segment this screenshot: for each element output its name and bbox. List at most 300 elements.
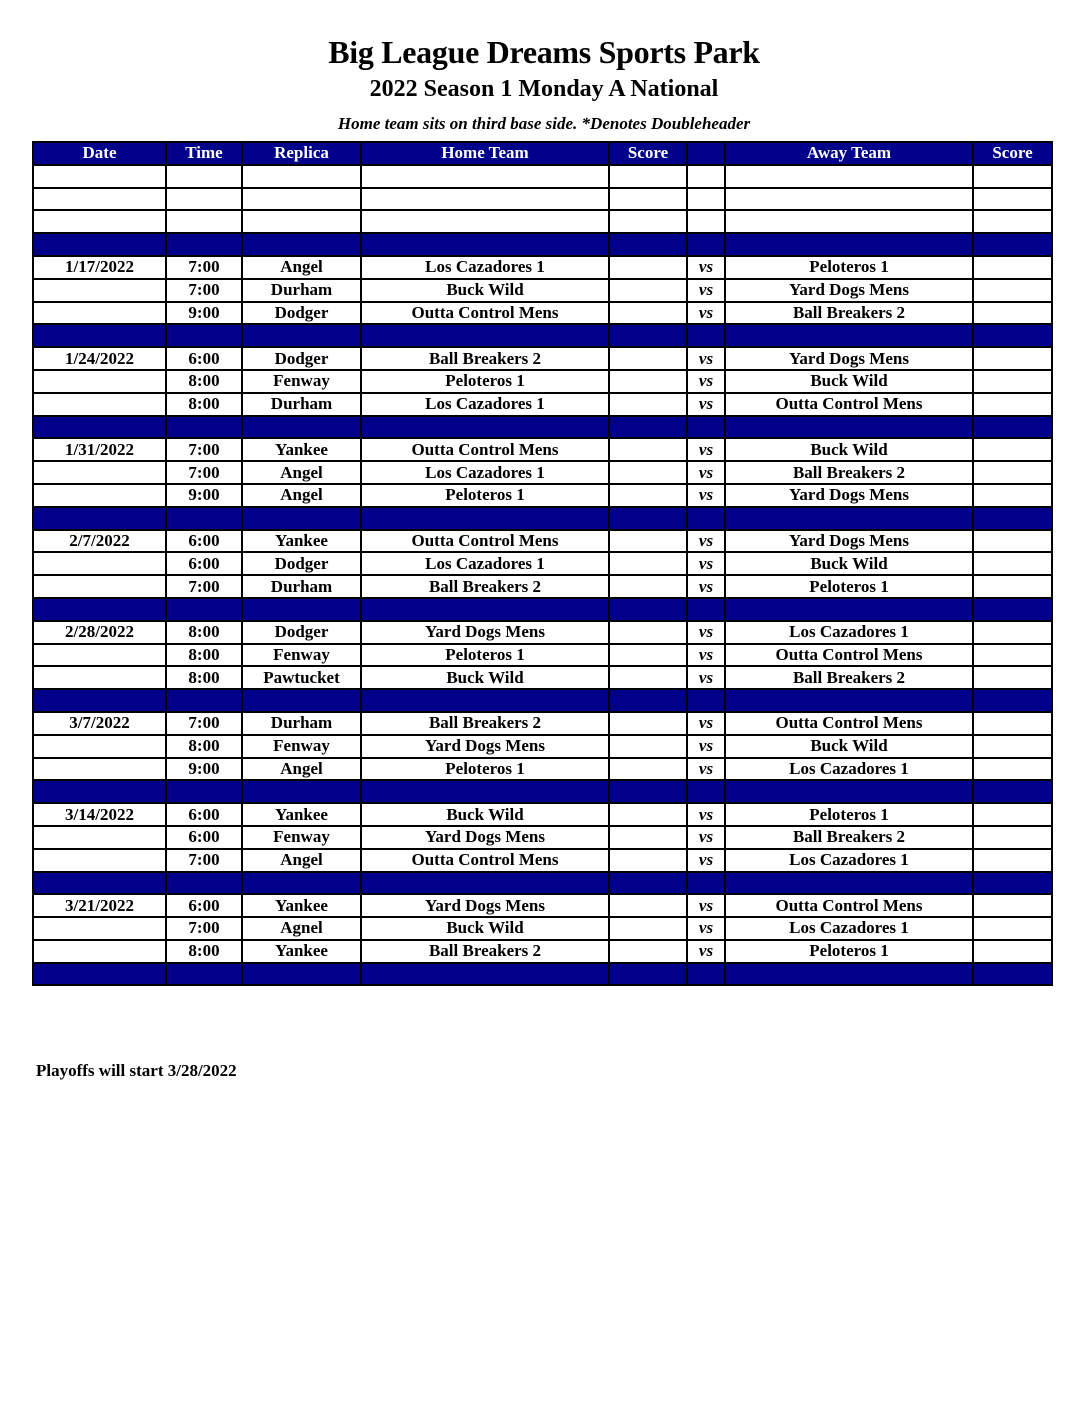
separator-cell (242, 507, 361, 530)
away-team-cell: Buck Wild (725, 370, 973, 393)
time-cell: 7:00 (166, 575, 242, 598)
time-cell: 8:00 (166, 370, 242, 393)
away-score-cell (973, 552, 1052, 575)
separator-cell (166, 324, 242, 347)
vs-cell: vs (687, 894, 725, 917)
separator-cell (973, 598, 1052, 621)
game-row (33, 165, 1052, 188)
time-cell: 6:00 (166, 894, 242, 917)
time-cell: 7:00 (166, 438, 242, 461)
vs-cell: vs (687, 393, 725, 416)
vs-cell: vs (687, 803, 725, 826)
time-cell: 7:00 (166, 849, 242, 872)
replica-cell: Fenway (242, 644, 361, 667)
home-score-cell (609, 279, 687, 302)
away-score-cell (973, 826, 1052, 849)
separator-cell (166, 689, 242, 712)
separator-cell (609, 324, 687, 347)
vs-cell: vs (687, 347, 725, 370)
time-cell: 7:00 (166, 461, 242, 484)
time-cell: 7:00 (166, 712, 242, 735)
home-score-cell (609, 621, 687, 644)
separator-cell (725, 233, 973, 256)
away-score-cell (973, 735, 1052, 758)
separator-cell (361, 324, 609, 347)
separator-cell (166, 507, 242, 530)
separator-cell (361, 689, 609, 712)
away-team-cell: Los Cazadores 1 (725, 621, 973, 644)
home-score-cell (609, 644, 687, 667)
date-cell (33, 210, 166, 233)
away-team-cell (725, 188, 973, 211)
separator-cell (33, 416, 166, 439)
week-separator-row (33, 507, 1052, 530)
away-score-cell (973, 666, 1052, 689)
separator-cell (973, 233, 1052, 256)
separator-cell (242, 780, 361, 803)
vs-cell: vs (687, 575, 725, 598)
separator-cell (33, 324, 166, 347)
replica-cell: Durham (242, 575, 361, 598)
home-team-cell: Los Cazadores 1 (361, 461, 609, 484)
away-team-cell: Los Cazadores 1 (725, 917, 973, 940)
date-cell: 1/31/2022 (33, 438, 166, 461)
game-row (33, 849, 1052, 872)
home-score-cell (609, 917, 687, 940)
away-score-cell (973, 894, 1052, 917)
home-team-cell: Ball Breakers 2 (361, 575, 609, 598)
vs-cell: vs (687, 644, 725, 667)
week-separator-row (33, 416, 1052, 439)
week-separator-row (33, 233, 1052, 256)
time-cell: 7:00 (166, 917, 242, 940)
date-cell (33, 826, 166, 849)
away-team-cell: Ball Breakers 2 (725, 461, 973, 484)
week-separator-row (33, 780, 1052, 803)
separator-cell (361, 416, 609, 439)
time-cell (166, 165, 242, 188)
separator-cell (33, 963, 166, 986)
replica-cell: Durham (242, 279, 361, 302)
separator-cell (166, 780, 242, 803)
away-team-cell: Outta Control Mens (725, 644, 973, 667)
date-cell (33, 917, 166, 940)
replica-cell: Fenway (242, 370, 361, 393)
vs-cell: vs (687, 461, 725, 484)
separator-cell (242, 233, 361, 256)
game-row (33, 438, 1052, 461)
date-cell: 2/7/2022 (33, 530, 166, 553)
separator-cell (361, 233, 609, 256)
home-score-cell (609, 347, 687, 370)
date-cell: 2/28/2022 (33, 621, 166, 644)
week-separator-row (33, 689, 1052, 712)
time-cell: 7:00 (166, 279, 242, 302)
separator-cell (687, 324, 725, 347)
home-score-cell (609, 461, 687, 484)
vs-cell: vs (687, 438, 725, 461)
home-score-cell (609, 575, 687, 598)
replica-cell: Agnel (242, 917, 361, 940)
vs-cell: vs (687, 370, 725, 393)
home-score-cell (609, 370, 687, 393)
home-score-cell (609, 438, 687, 461)
vs-cell: vs (687, 552, 725, 575)
separator-cell (687, 780, 725, 803)
separator-cell (725, 507, 973, 530)
separator-cell (609, 507, 687, 530)
separator-cell (687, 689, 725, 712)
vs-cell: vs (687, 279, 725, 302)
home-team-cell: Yard Dogs Mens (361, 621, 609, 644)
date-cell: 1/17/2022 (33, 256, 166, 279)
week-separator-row (33, 963, 1052, 986)
col-away-score-header: Score (973, 142, 1052, 165)
date-cell (33, 758, 166, 781)
vs-cell (687, 165, 725, 188)
home-team-cell: Buck Wild (361, 917, 609, 940)
vs-cell: vs (687, 484, 725, 507)
replica-cell: Dodger (242, 552, 361, 575)
game-row (33, 484, 1052, 507)
separator-cell (609, 689, 687, 712)
week-separator-row (33, 598, 1052, 621)
time-cell (166, 188, 242, 211)
away-score-cell (973, 940, 1052, 963)
away-team-cell: Los Cazadores 1 (725, 758, 973, 781)
schedule-table (32, 141, 1053, 986)
replica-cell: Dodger (242, 302, 361, 325)
time-cell: 8:00 (166, 735, 242, 758)
page-note: Home team sits on third base side. *Denotes Doubleheader (337, 114, 751, 133)
home-team-cell: Peloteros 1 (361, 484, 609, 507)
date-cell (33, 188, 166, 211)
separator-cell (166, 233, 242, 256)
away-team-cell: Yard Dogs Mens (725, 484, 973, 507)
separator-cell (242, 598, 361, 621)
home-score-cell (609, 302, 687, 325)
separator-cell (166, 598, 242, 621)
game-row (33, 803, 1052, 826)
separator-cell (33, 233, 166, 256)
home-team-cell: Buck Wild (361, 279, 609, 302)
date-cell (33, 575, 166, 598)
separator-cell (33, 872, 166, 895)
away-team-cell: Peloteros 1 (725, 575, 973, 598)
date-cell: 1/24/2022 (33, 347, 166, 370)
col-time-header: Time (166, 142, 242, 165)
game-row (33, 894, 1052, 917)
home-team-cell: Ball Breakers 2 (361, 712, 609, 735)
separator-cell (361, 598, 609, 621)
away-score-cell (973, 484, 1052, 507)
home-team-cell: Yard Dogs Mens (361, 826, 609, 849)
replica-cell: Angel (242, 484, 361, 507)
week-separator-row (33, 324, 1052, 347)
home-team-cell: Yard Dogs Mens (361, 894, 609, 917)
home-team-cell: Outta Control Mens (361, 530, 609, 553)
home-team-cell: Los Cazadores 1 (361, 552, 609, 575)
home-team-cell: Outta Control Mens (361, 438, 609, 461)
separator-cell (973, 507, 1052, 530)
game-row (33, 575, 1052, 598)
vs-cell: vs (687, 826, 725, 849)
home-score-cell (609, 826, 687, 849)
game-row (33, 712, 1052, 735)
vs-cell (687, 210, 725, 233)
replica-cell: Pawtucket (242, 666, 361, 689)
replica-cell: Yankee (242, 803, 361, 826)
vs-cell: vs (687, 256, 725, 279)
separator-cell (242, 416, 361, 439)
vs-cell (687, 188, 725, 211)
game-row (33, 188, 1052, 211)
game-row (33, 758, 1052, 781)
game-row (33, 210, 1052, 233)
away-score-cell (973, 530, 1052, 553)
separator-cell (687, 416, 725, 439)
separator-cell (725, 416, 973, 439)
home-score-cell (609, 803, 687, 826)
time-cell: 7:00 (166, 256, 242, 279)
away-team-cell: Yard Dogs Mens (725, 279, 973, 302)
separator-cell (687, 963, 725, 986)
separator-cell (609, 416, 687, 439)
separator-cell (973, 872, 1052, 895)
date-cell (33, 849, 166, 872)
away-team-cell: Buck Wild (725, 438, 973, 461)
away-score-cell (973, 461, 1052, 484)
separator-cell (166, 963, 242, 986)
time-cell: 8:00 (166, 621, 242, 644)
away-team-cell: Yard Dogs Mens (725, 347, 973, 370)
replica-cell: Angel (242, 849, 361, 872)
home-score-cell (609, 484, 687, 507)
vs-cell: vs (687, 758, 725, 781)
away-score-cell (973, 393, 1052, 416)
vs-cell: vs (687, 302, 725, 325)
vs-cell: vs (687, 735, 725, 758)
away-team-cell: Buck Wild (725, 552, 973, 575)
home-score-cell (609, 712, 687, 735)
separator-cell (725, 963, 973, 986)
separator-cell (33, 507, 166, 530)
separator-cell (687, 872, 725, 895)
replica-cell (242, 188, 361, 211)
home-team-cell: Buck Wild (361, 803, 609, 826)
vs-cell: vs (687, 530, 725, 553)
time-cell: 6:00 (166, 826, 242, 849)
away-score-cell (973, 438, 1052, 461)
separator-cell (973, 689, 1052, 712)
game-row (33, 530, 1052, 553)
date-cell (33, 552, 166, 575)
game-row (33, 393, 1052, 416)
replica-cell: Yankee (242, 894, 361, 917)
game-row (33, 644, 1052, 667)
vs-cell: vs (687, 849, 725, 872)
separator-cell (725, 780, 973, 803)
away-score-cell (973, 803, 1052, 826)
away-team-cell (725, 165, 973, 188)
footer-note: Playoffs will start 3/28/2022 (36, 1061, 237, 1080)
away-score-cell (973, 347, 1052, 370)
separator-cell (166, 416, 242, 439)
page-title: Big League Dreams Sports Park (328, 34, 760, 70)
game-row (33, 666, 1052, 689)
away-score-cell (973, 210, 1052, 233)
away-team-cell: Ball Breakers 2 (725, 302, 973, 325)
home-team-cell: Los Cazadores 1 (361, 256, 609, 279)
date-cell (33, 644, 166, 667)
separator-cell (725, 872, 973, 895)
separator-cell (609, 233, 687, 256)
page-subtitle: 2022 Season 1 Monday A National (369, 76, 719, 102)
away-team-cell (725, 210, 973, 233)
home-score-cell (609, 393, 687, 416)
time-cell: 8:00 (166, 940, 242, 963)
col-vs-header (687, 142, 725, 165)
separator-cell (687, 233, 725, 256)
home-score-cell (609, 758, 687, 781)
home-team-cell: Los Cazadores 1 (361, 393, 609, 416)
home-score-cell (609, 666, 687, 689)
time-cell: 9:00 (166, 484, 242, 507)
separator-cell (361, 507, 609, 530)
separator-cell (361, 963, 609, 986)
game-row (33, 279, 1052, 302)
date-cell (33, 165, 166, 188)
replica-cell (242, 210, 361, 233)
replica-cell: Durham (242, 712, 361, 735)
separator-cell (33, 598, 166, 621)
separator-cell (973, 324, 1052, 347)
date-cell (33, 461, 166, 484)
separator-cell (973, 416, 1052, 439)
vs-cell: vs (687, 940, 725, 963)
home-team-cell (361, 165, 609, 188)
away-team-cell: Peloteros 1 (725, 803, 973, 826)
home-score-cell (609, 940, 687, 963)
date-cell (33, 940, 166, 963)
replica-cell: Angel (242, 461, 361, 484)
game-row (33, 917, 1052, 940)
replica-cell: Yankee (242, 940, 361, 963)
col-away-team-header: Away Team (725, 142, 973, 165)
date-cell: 3/7/2022 (33, 712, 166, 735)
separator-cell (166, 872, 242, 895)
header-row (33, 142, 1052, 165)
replica-cell: Angel (242, 256, 361, 279)
schedule-body (33, 165, 1052, 986)
away-team-cell: Yard Dogs Mens (725, 530, 973, 553)
col-date-header: Date (33, 142, 166, 165)
separator-cell (725, 324, 973, 347)
time-cell: 8:00 (166, 393, 242, 416)
away-team-cell: Buck Wild (725, 735, 973, 758)
away-team-cell: Outta Control Mens (725, 393, 973, 416)
separator-cell (973, 780, 1052, 803)
separator-cell (687, 507, 725, 530)
away-team-cell: Outta Control Mens (725, 894, 973, 917)
home-score-cell (609, 552, 687, 575)
time-cell: 6:00 (166, 552, 242, 575)
separator-cell (361, 780, 609, 803)
home-team-cell: Ball Breakers 2 (361, 940, 609, 963)
separator-cell (609, 963, 687, 986)
separator-cell (242, 872, 361, 895)
home-team-cell: Ball Breakers 2 (361, 347, 609, 370)
away-score-cell (973, 849, 1052, 872)
away-score-cell (973, 758, 1052, 781)
separator-cell (33, 780, 166, 803)
home-score-cell (609, 894, 687, 917)
replica-cell: Angel (242, 758, 361, 781)
time-cell: 9:00 (166, 758, 242, 781)
date-cell (33, 279, 166, 302)
date-cell (33, 393, 166, 416)
time-cell: 9:00 (166, 302, 242, 325)
col-home-team-header: Home Team (361, 142, 609, 165)
date-cell (33, 370, 166, 393)
home-team-cell: Outta Control Mens (361, 302, 609, 325)
vs-cell: vs (687, 621, 725, 644)
date-cell: 3/14/2022 (33, 803, 166, 826)
replica-cell (242, 165, 361, 188)
week-separator-row (33, 872, 1052, 895)
time-cell (166, 210, 242, 233)
replica-cell: Durham (242, 393, 361, 416)
game-row (33, 347, 1052, 370)
game-row (33, 461, 1052, 484)
home-team-cell (361, 210, 609, 233)
col-replica-header: Replica (242, 142, 361, 165)
separator-cell (242, 963, 361, 986)
vs-cell: vs (687, 666, 725, 689)
separator-cell (973, 963, 1052, 986)
time-cell: 8:00 (166, 644, 242, 667)
away-score-cell (973, 917, 1052, 940)
away-score-cell (973, 256, 1052, 279)
separator-cell (33, 689, 166, 712)
date-cell (33, 666, 166, 689)
replica-cell: Dodger (242, 621, 361, 644)
away-score-cell (973, 302, 1052, 325)
home-score-cell (609, 210, 687, 233)
away-score-cell (973, 188, 1052, 211)
away-team-cell: Peloteros 1 (725, 256, 973, 279)
game-row (33, 735, 1052, 758)
home-team-cell (361, 188, 609, 211)
separator-cell (242, 689, 361, 712)
away-team-cell: Ball Breakers 2 (725, 666, 973, 689)
game-row (33, 621, 1052, 644)
game-row (33, 940, 1052, 963)
separator-cell (609, 872, 687, 895)
home-team-cell: Yard Dogs Mens (361, 735, 609, 758)
home-score-cell (609, 256, 687, 279)
away-score-cell (973, 165, 1052, 188)
away-score-cell (973, 621, 1052, 644)
date-cell (33, 302, 166, 325)
home-score-cell (609, 530, 687, 553)
home-team-cell: Peloteros 1 (361, 370, 609, 393)
game-row (33, 552, 1052, 575)
time-cell: 6:00 (166, 530, 242, 553)
away-team-cell: Outta Control Mens (725, 712, 973, 735)
replica-cell: Yankee (242, 530, 361, 553)
time-cell: 6:00 (166, 347, 242, 370)
